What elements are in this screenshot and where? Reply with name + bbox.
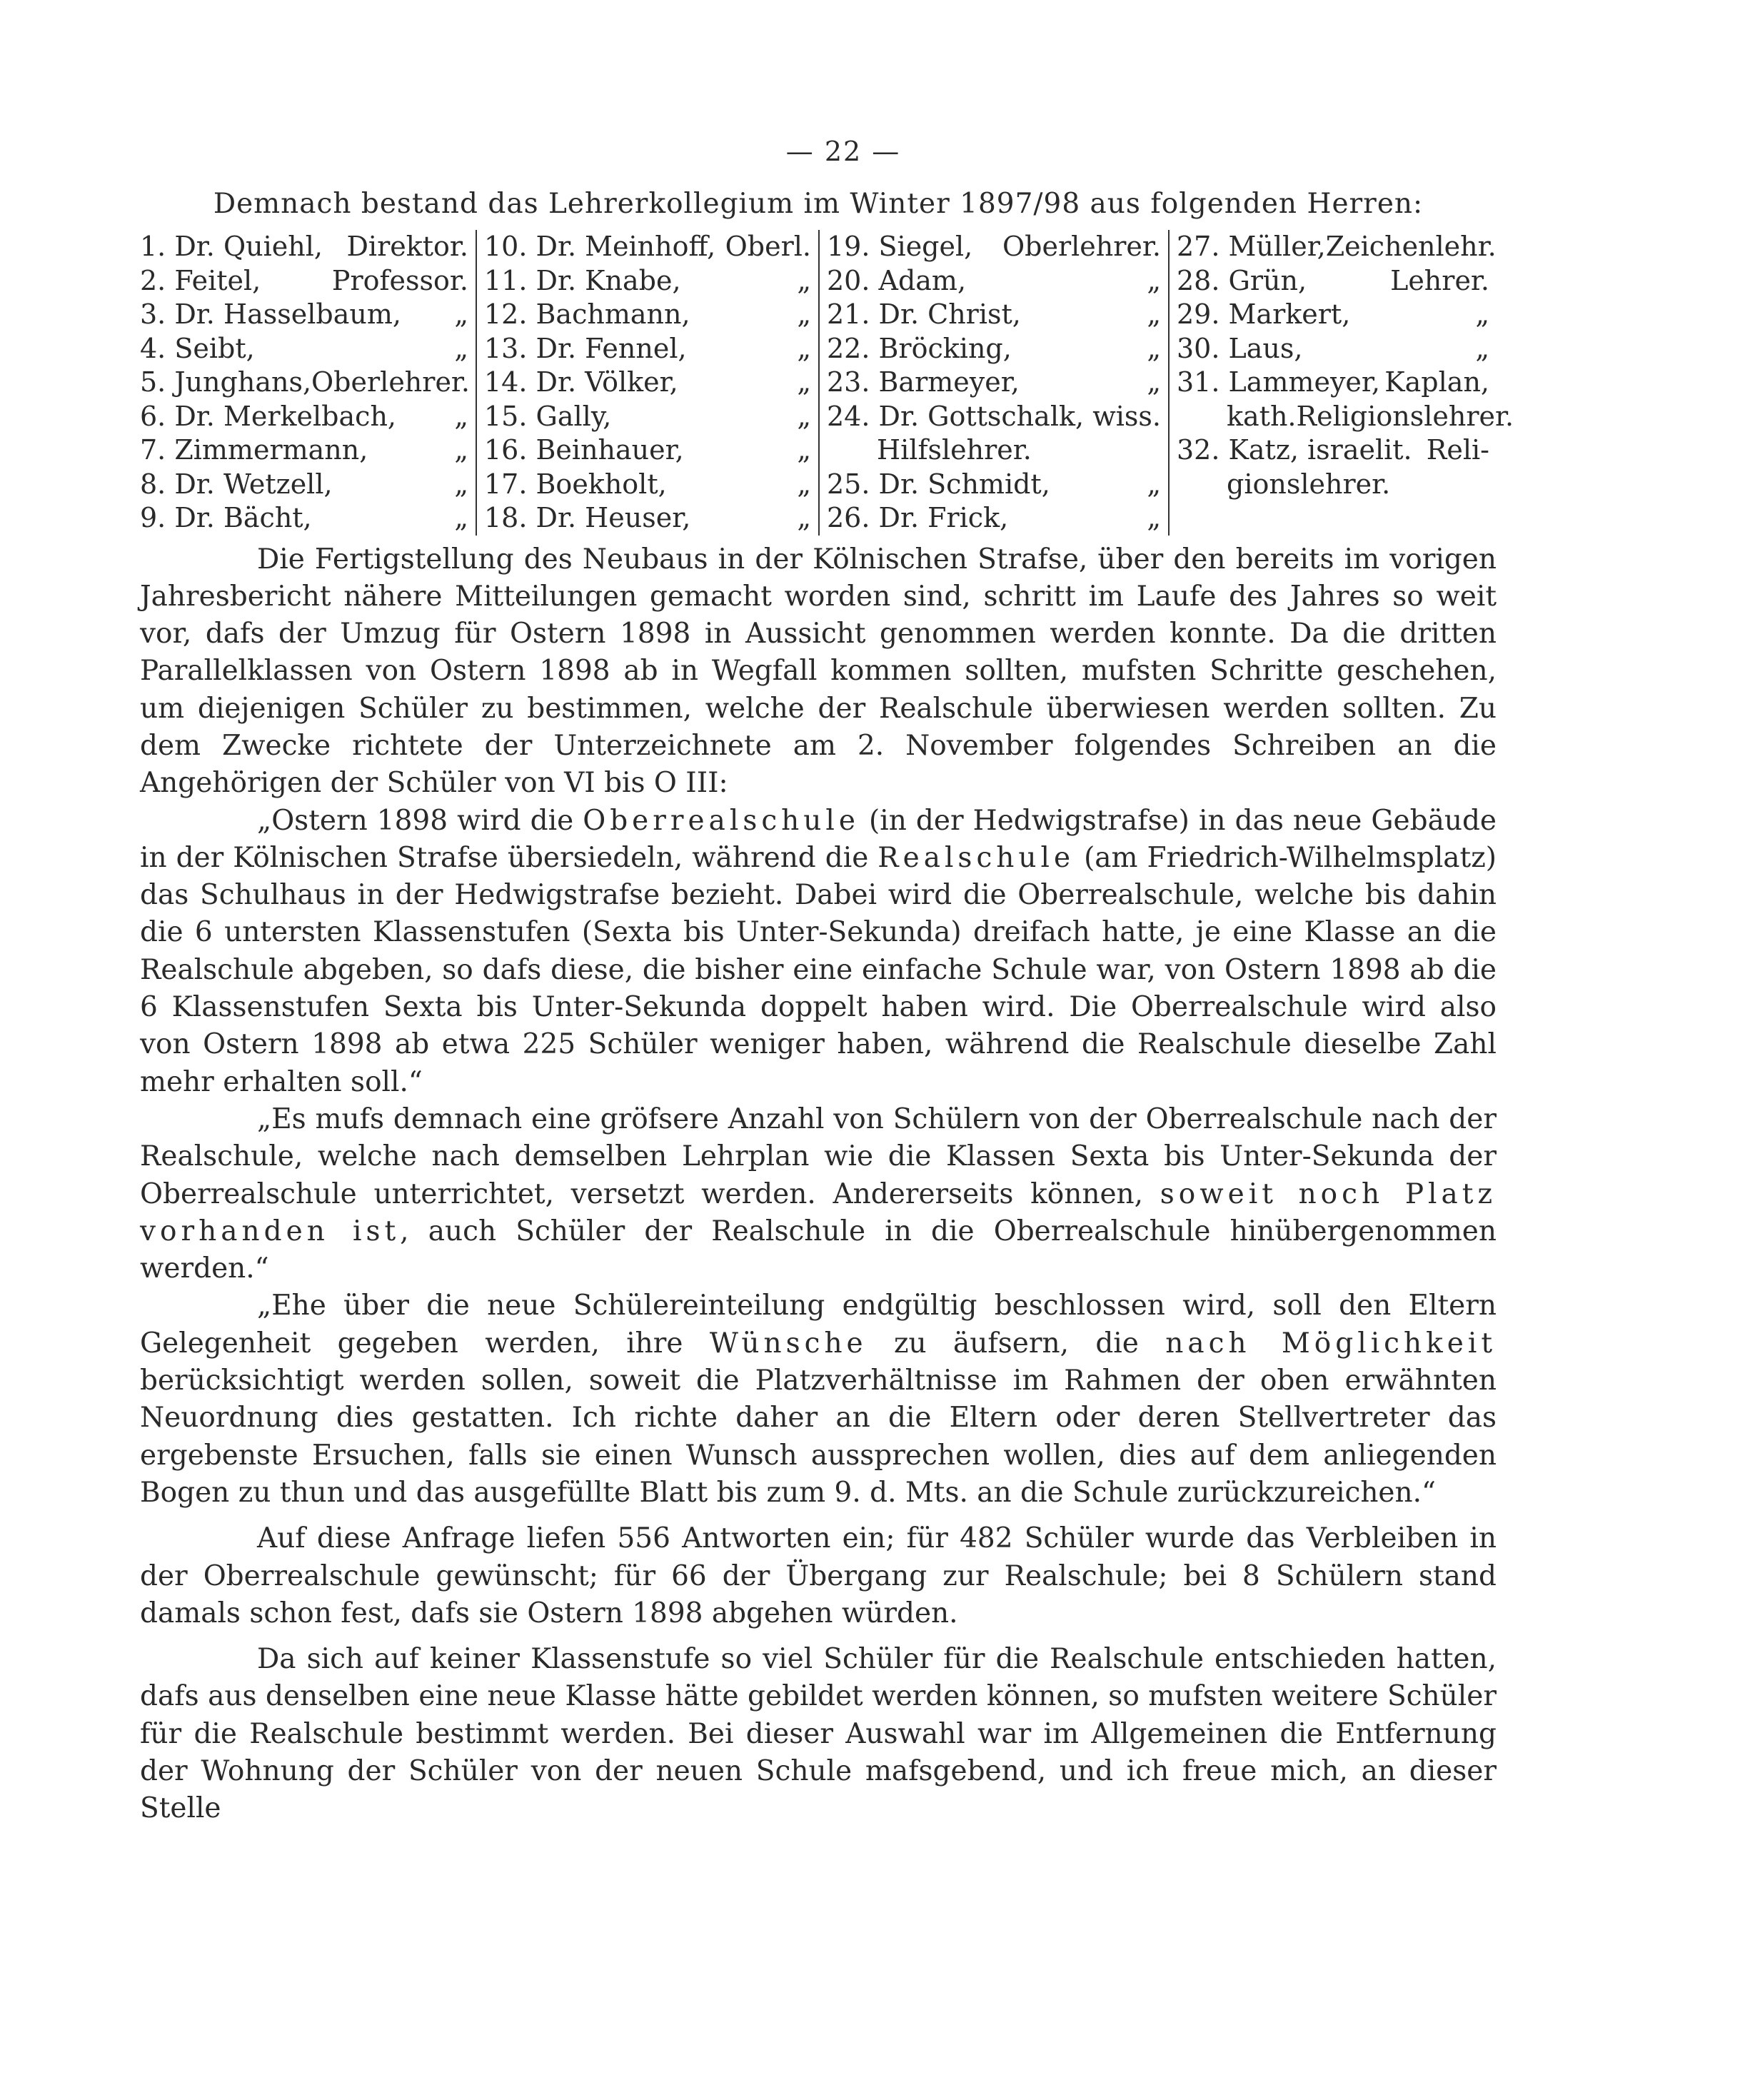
teacher-column-1 xyxy=(140,230,476,536)
teacher-entry xyxy=(140,501,468,536)
teacher-entry xyxy=(1177,468,1489,502)
teacher-entry xyxy=(827,501,1161,536)
teacher-title: Kaplan, xyxy=(1384,366,1489,398)
text-run: „Ostern 1898 wird die xyxy=(257,804,583,837)
teacher-title: Oberlehrer. xyxy=(311,366,471,398)
teacher-name: 19. Siegel, xyxy=(827,231,973,262)
teacher-entry xyxy=(484,230,811,264)
teacher-title: „ xyxy=(1147,332,1161,364)
teacher-title: „ xyxy=(1147,366,1161,398)
teacher-title: Direktor. xyxy=(346,231,468,262)
teacher-name: 32. Katz, israelit. xyxy=(1177,434,1412,466)
teacher-title: „ xyxy=(797,468,811,500)
teacher-entry xyxy=(140,332,468,366)
teacher-name: 3. Dr. Hasselbaum, xyxy=(140,298,401,330)
teacher-title: Oberlehrer. xyxy=(1002,231,1161,262)
teacher-title: „ xyxy=(1475,298,1489,330)
teacher-title: „ xyxy=(1147,298,1161,330)
teacher-name: 25. Dr. Schmidt, xyxy=(827,468,1050,500)
teacher-title: „ xyxy=(797,502,811,533)
teacher-entry xyxy=(1177,230,1497,264)
teacher-title: Oberl. xyxy=(725,231,811,262)
teacher-entry xyxy=(827,298,1161,332)
teacher-title: „ xyxy=(797,434,811,466)
teacher-entry xyxy=(484,298,811,332)
teacher-title: „ xyxy=(1147,468,1161,500)
teacher-entry xyxy=(827,366,1161,400)
teacher-name: 7. Zimmermann, xyxy=(140,434,368,466)
teacher-title: „ xyxy=(1475,332,1489,364)
teacher-column-2 xyxy=(476,230,818,536)
teacher-name: 13. Dr. Fennel, xyxy=(484,332,687,364)
teacher-entry xyxy=(140,468,468,502)
teacher-name: 4. Seibt, xyxy=(140,332,255,364)
teacher-entry xyxy=(140,264,468,298)
page-number: — 22 — xyxy=(785,136,901,167)
teacher-title: „ xyxy=(797,264,811,296)
teacher-name: 23. Barmeyer, xyxy=(827,366,1020,398)
teacher-entry xyxy=(1177,298,1489,332)
teacher-name: 16. Beinhauer, xyxy=(484,434,684,466)
teacher-column-4 xyxy=(1168,230,1514,536)
teacher-title: „ xyxy=(454,400,468,432)
text-run: , auch Schüler der Realschule in die Oberrealschule hinübergenommen werden.“ xyxy=(140,1215,1497,1285)
text-run: „Es mufs demnach eine gröfsere Anzahl von Schülern von der Oberrealschule nach der Realschule, welche nach demselben Lehrplan wie die Klassen Sexta bis Unter-Sekunda der Oberrealschule unterrichtet, versetzt werden. Andererseits können, xyxy=(140,1102,1497,1210)
teacher-title: „ xyxy=(797,332,811,364)
teacher-name: 29. Markert, xyxy=(1177,298,1351,330)
teacher-entry xyxy=(484,264,811,298)
text-run: berücksichtigt werden sollen, soweit die Platzverhältnisse im Rahmen der oben erwähnten Neuordnung dies gestatten. Ich richte daher an die Eltern oder deren Stellvertreter das ergebenste Ersuchen, falls sie einen Wunsch aussprechen wollen, dies auf dem anliegenden Bogen zu thun und das ausgefüllte Blatt bis zum 9. d. Mts. an die Schule zurückzureichen.“ xyxy=(140,1365,1497,1509)
teacher-title: „ xyxy=(454,298,468,330)
teacher-title: „ xyxy=(797,298,811,330)
teacher-entry xyxy=(1177,264,1489,298)
teacher-name: 21. Dr. Christ, xyxy=(827,298,1021,330)
teacher-entry xyxy=(827,433,1161,468)
teacher-title: „ xyxy=(1147,502,1161,533)
text-run: zu äufsern, die xyxy=(867,1327,1166,1360)
teacher-entry xyxy=(140,400,468,434)
teacher-name: kath.Religionslehrer. xyxy=(1227,400,1514,432)
teacher-name: 22. Bröcking, xyxy=(827,332,1012,364)
teacher-name: 28. Grün, xyxy=(1177,264,1307,296)
teacher-name: 14. Dr. Völker, xyxy=(484,366,678,398)
teacher-name: 12. Bachmann, xyxy=(484,298,690,330)
teacher-name: 5. Junghans, xyxy=(140,366,312,398)
paragraph-letter-part-1 xyxy=(140,803,1497,1101)
teacher-entry xyxy=(1177,332,1489,366)
teacher-title: „ xyxy=(797,400,811,432)
teacher-name: 27. Müller, xyxy=(1177,231,1326,262)
teacher-entry xyxy=(1177,400,1514,434)
teacher-name: 15. Gally, xyxy=(484,400,612,432)
teacher-name: 1. Dr. Quiehl, xyxy=(140,231,323,262)
teacher-name: 2. Feitel, xyxy=(140,264,261,296)
teacher-entry xyxy=(140,366,471,400)
teacher-name: 18. Dr. Heuser, xyxy=(484,502,691,533)
text-run: „Ehe über die neue Schülereinteilung endgültig beschlossen wird, soll den Eltern Gelegenheit gegeben werden, ihre xyxy=(140,1290,1497,1360)
teacher-entry xyxy=(140,433,468,468)
teacher-entry xyxy=(484,366,811,400)
teacher-title: „ xyxy=(1147,264,1161,296)
teacher-name: 10. Dr. Meinhoff, xyxy=(484,231,716,262)
teacher-name: Hilfslehrer. xyxy=(877,434,1032,466)
teacher-name: 6. Dr. Merkelbach, xyxy=(140,400,396,432)
staff-intro: Demnach bestand das Lehrerkollegium im Winter 1897/98 aus folgenden Herren: xyxy=(213,188,1424,220)
text-run: (am Friedrich-Wilhelmsplatz) das Schulhaus in der Hedwigstrafse bezieht. Dabei wird die Oberrealschule, welche bis dahin die 6 untersten Klassenstufen (Sexta bis Unter-Sekunda) dreifach hatte, je eine Klasse an die Realschule abgeben, so dafs diese, die bisher eine einfache Schule war, von Ostern 1898 ab die 6 Klassenstufen Sexta bis Unter-Sekunda doppelt haben wird. Die Oberrealschule wird also von Ostern 1898 ab etwa 225 Schüler weniger haben, während die Realschule dieselbe Zahl mehr erhalten soll.“ xyxy=(140,841,1497,1098)
teacher-entry xyxy=(827,230,1161,264)
body-text xyxy=(140,541,1497,1828)
teacher-entry xyxy=(140,230,468,264)
teacher-title: Lehrer. xyxy=(1390,264,1489,296)
teacher-entry xyxy=(484,400,811,434)
paragraph-selection: Da sich auf keiner Klassenstufe so viel Schüler für die Realschule entschieden hatten, dafs aus denselben eine neue Klasse hätte gebildet werden können, so mufsten weitere Schüler für die Realschule bestimmt werden. Bei dieser Auswahl war im Allgemeinen die Entfernung der Wohnung der Schüler von der neuen Schule mafsgebend, und ich freue mich, an dieser Stelle xyxy=(140,1643,1497,1825)
teacher-entry xyxy=(484,332,811,366)
teacher-title: Zeichenlehr. xyxy=(1325,231,1497,262)
teacher-entry xyxy=(484,468,811,502)
teacher-name: 31. Lammeyer, xyxy=(1177,366,1380,398)
teacher-title: „ xyxy=(454,332,468,364)
teacher-title: Reli- xyxy=(1426,434,1489,466)
paragraph-new-building: Die Fertigstellung des Neubaus in der Kölnischen Strafse, über den bereits im vorigen Jahresbericht nähere Mitteilungen gemacht worden sind, schritt im Laufe des Jahres so weit vor, dafs der Umzug für Ostern 1898 in Aussicht genommen werden konnte. Da die dritten Parallelklassen von Ostern 1898 ab in Wegfall kommen sollten, mufsten Schritte geschehen, um diejenigen Schüler zu bestimmen, welche der Realschule überwiesen werden sollten. Zu dem Zwecke richtete der Unterzeichnete am 2. November folgendes Schreiben an die Angehörigen der Schüler von VI bis O III: xyxy=(140,543,1497,800)
paragraph-letter-part-3 xyxy=(140,1287,1497,1512)
teacher-title: „ xyxy=(454,502,468,533)
text-run: (in der Hedwigstrafse) in das neue Gebäude in der Kölnischen Strafse übersiedeln, während die xyxy=(140,804,1497,874)
teacher-column-3 xyxy=(818,230,1168,536)
teacher-entry xyxy=(827,468,1161,502)
teacher-title: „ xyxy=(454,468,468,500)
emphasis-soweit-platz: soweit noch Platz vorhanden ist xyxy=(140,1177,1497,1247)
emphasis-wuensche: Wünsche xyxy=(709,1327,868,1360)
paragraph-letter-part-2 xyxy=(140,1101,1497,1287)
teacher-name: 11. Dr. Knabe, xyxy=(484,264,681,296)
teacher-title: wiss. xyxy=(1092,400,1161,432)
teacher-name: 26. Dr. Frick, xyxy=(827,502,1009,533)
teacher-name: 24. Dr. Gottschalk, xyxy=(827,400,1085,432)
teacher-name: 30. Laus, xyxy=(1177,332,1303,364)
document-page xyxy=(140,136,1514,1828)
teacher-entry xyxy=(827,332,1161,366)
teacher-entry xyxy=(1177,433,1489,468)
teacher-title: „ xyxy=(454,434,468,466)
teacher-entry xyxy=(1177,366,1489,400)
emphasis-realschule: Realschule xyxy=(877,841,1075,874)
teacher-name: 20. Adam, xyxy=(827,264,967,296)
teacher-entry xyxy=(827,264,1161,298)
teacher-name: 8. Dr. Wetzell, xyxy=(140,468,333,500)
teacher-entry xyxy=(484,433,811,468)
paragraph-responses: Auf diese Anfrage liefen 556 Antworten ein; für 482 Schüler wurde das Verbleiben in der Oberrealschule gewünscht; für 66 der Übergang zur Realschule; bei 8 Schülern stand damals schon fest, dafs sie Ostern 1898 abgehen würden. xyxy=(140,1522,1497,1629)
teacher-title: Professor. xyxy=(331,264,468,296)
emphasis-moeglichkeit: nach Möglichkeit xyxy=(1165,1327,1497,1360)
teacher-name: gionslehrer. xyxy=(1227,468,1391,500)
teacher-title: „ xyxy=(797,366,811,398)
emphasis-oberrealschule: Oberrealschule xyxy=(583,804,860,837)
teacher-entry xyxy=(140,298,468,332)
teacher-list xyxy=(140,230,1514,536)
teacher-entry xyxy=(827,400,1161,434)
teacher-name: 9. Dr. Bächt, xyxy=(140,502,312,533)
teacher-entry xyxy=(484,501,811,536)
teacher-name: 17. Boekholt, xyxy=(484,468,667,500)
